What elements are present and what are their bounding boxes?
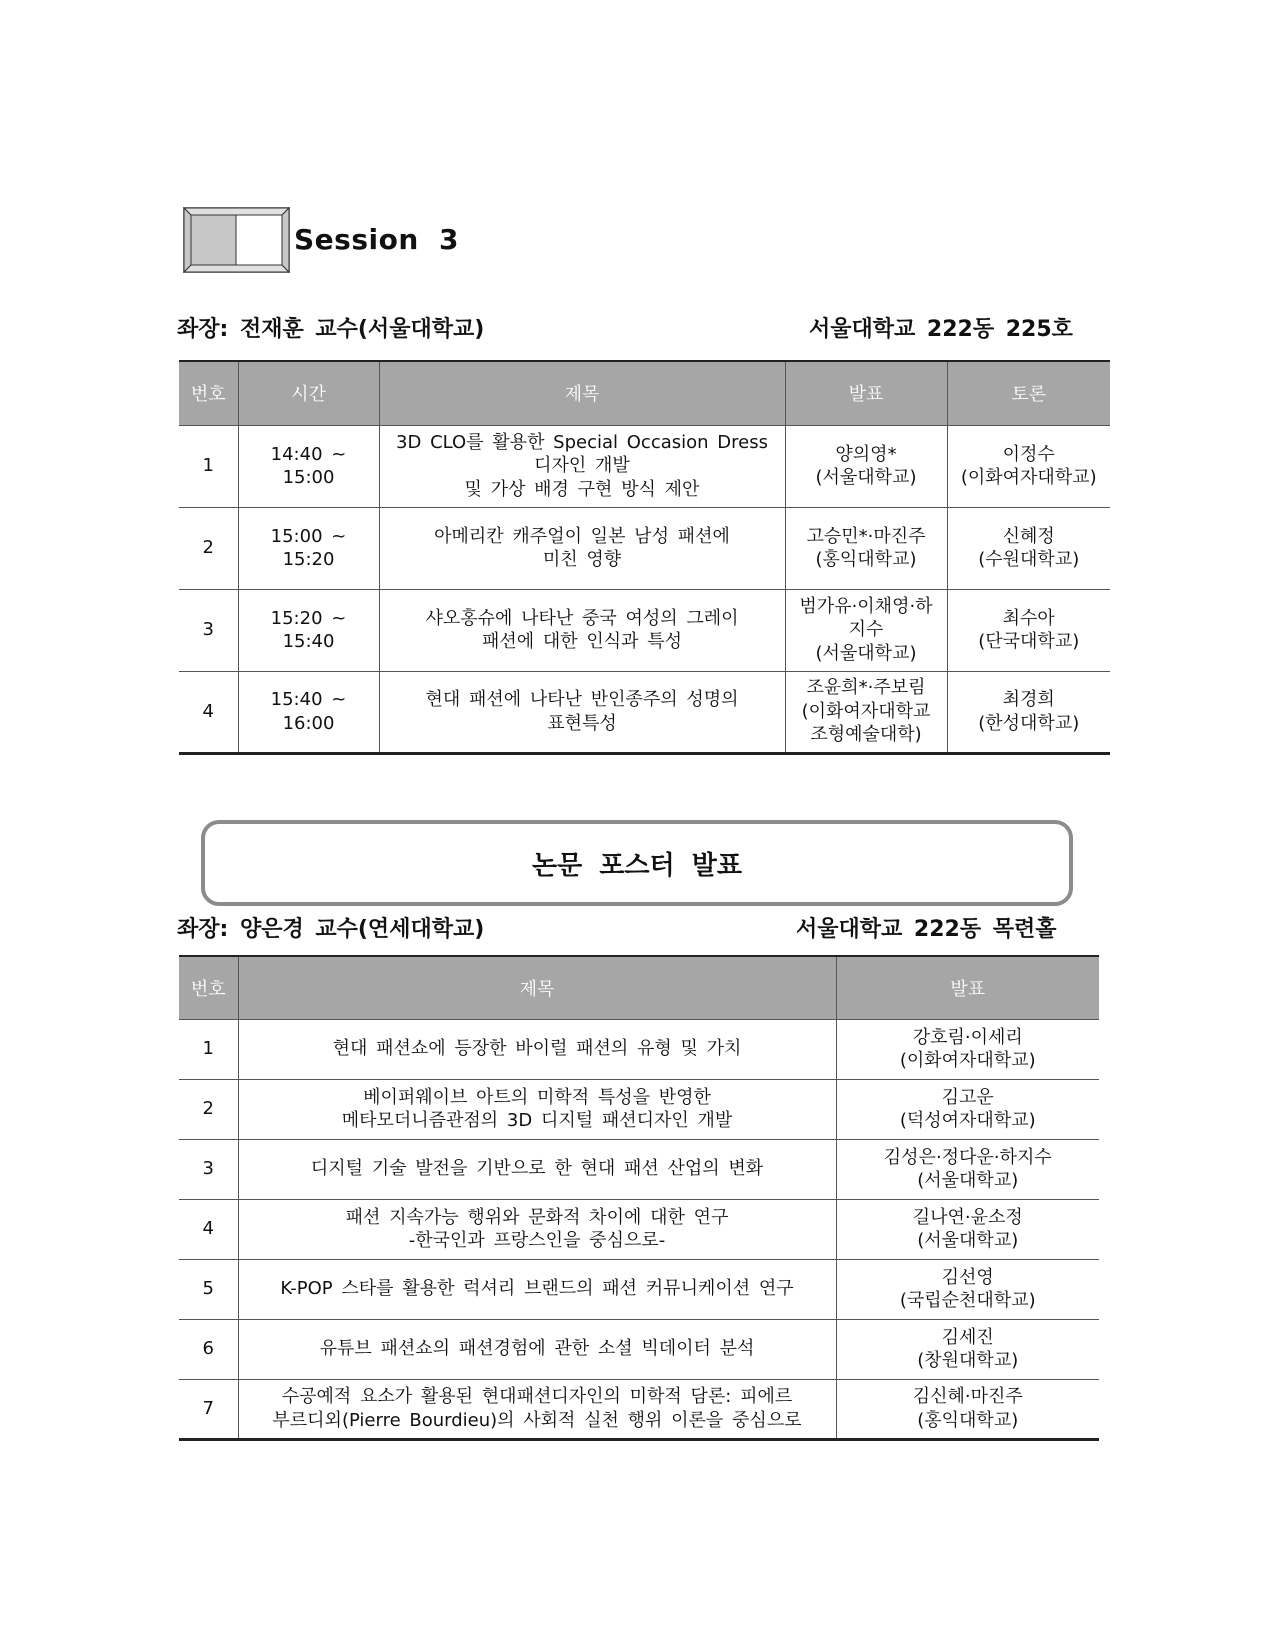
cell-line: (국립순천대학교) <box>899 1290 1036 1311</box>
cell-line: 및 가상 배경 구현 방식 제안 <box>464 478 700 500</box>
cell-line: 패션 지속가능 행위와 문화적 차이에 대한 연구 <box>345 1206 729 1228</box>
session-title: Session 3 <box>294 223 459 256</box>
table-row <box>179 1199 1099 1259</box>
header-time: 시간 <box>238 361 379 425</box>
cell-line: 부르디외(Pierre Bourdieu)의 사회적 실천 행위 이론을 중심으로 <box>272 1409 802 1431</box>
row-title <box>379 425 785 507</box>
row-number: 7 <box>179 1379 238 1439</box>
session3-table <box>179 360 1110 755</box>
row-time: 14:40 ~ 15:00 <box>238 425 379 507</box>
cell-line: 신혜정 <box>1002 525 1055 547</box>
cell-line: 김고운 <box>941 1086 994 1108</box>
cell-line: 김선영 <box>941 1266 994 1288</box>
table-row <box>179 1079 1099 1139</box>
cell-line: 베이퍼웨이브 아트의 미학적 특성을 반영한 <box>363 1086 711 1108</box>
table-row <box>179 1259 1099 1319</box>
cell-line: -한국인과 프랑스인을 중심으로- <box>408 1230 666 1251</box>
cell-line: (이화여자대학교 <box>801 700 931 722</box>
row-title <box>379 671 785 753</box>
cell-line: (서울대학교) <box>815 642 917 664</box>
row-number: 3 <box>179 589 238 671</box>
cell-line: 조형예술대학) <box>810 724 922 746</box>
row-presenter <box>836 1139 1099 1199</box>
row-presenter <box>836 1079 1099 1139</box>
cell-line: (한성대학교) <box>978 712 1080 734</box>
row-number: 1 <box>179 425 238 507</box>
cell-line: (단국대학교) <box>978 631 1080 652</box>
row-title <box>238 1259 836 1319</box>
cell-line: 지수 <box>848 619 884 641</box>
cell-line: 길나연·윤소정 <box>912 1206 1023 1228</box>
row-presenter <box>785 671 947 753</box>
cell-line: 수공예적 요소가 활용된 현대패션디자인의 미학적 담론: 피에르 <box>281 1386 793 1408</box>
cell-line: (덕성여자대학교) <box>899 1110 1036 1131</box>
row-discussant <box>947 589 1110 671</box>
cell-line: 패션에 대한 인식과 특성 <box>481 631 683 652</box>
row-title <box>238 1139 836 1199</box>
poster-heading-box <box>201 820 1073 906</box>
session3-location: 서울대학교 222동 225호 <box>809 317 1073 342</box>
row-number: 1 <box>179 1019 238 1079</box>
row-presenter <box>785 507 947 589</box>
row-number: 4 <box>179 671 238 753</box>
cell-line: (서울대학교) <box>815 467 917 488</box>
cell-line: 미친 영향 <box>542 549 622 570</box>
row-discussant <box>947 425 1110 507</box>
row-presenter <box>836 1019 1099 1079</box>
cell-line: (수원대학교) <box>978 549 1080 570</box>
row-discussant <box>947 671 1110 753</box>
cell-line: (홍익대학교) <box>917 1409 1019 1431</box>
cell-line: (서울대학교) <box>917 1170 1019 1191</box>
row-presenter <box>785 425 947 507</box>
cell-line: 김성은·정다운·하지수 <box>883 1146 1052 1168</box>
session3-chair: 좌장: 전재훈 교수(서울대학교) <box>177 317 485 342</box>
cell-line: 아메리칸 캐주얼이 일본 남성 패션에 <box>434 525 730 547</box>
cell-line: 김세진 <box>941 1326 994 1348</box>
table-row <box>179 1139 1099 1199</box>
cell-line: 최수아 <box>1002 607 1055 629</box>
header-presenter: 발표 <box>836 956 1099 1019</box>
row-time: 15:40 ~ 16:00 <box>238 671 379 753</box>
row-presenter <box>836 1379 1099 1439</box>
row-presenter <box>836 1199 1099 1259</box>
cell-line: 메타모더니즘관점의 3D 디지털 패션디자인 개발 <box>341 1110 733 1131</box>
session-badge-icon <box>183 207 290 273</box>
cell-line: (이화여자대학교) <box>960 467 1097 488</box>
cell-line: 디자인 개발 <box>534 455 630 477</box>
poster-chair: 좌장: 양은경 교수(연세대학교) <box>177 917 485 942</box>
header-title: 제목 <box>379 361 785 425</box>
cell-line: (서울대학교) <box>917 1230 1019 1251</box>
row-number: 4 <box>179 1199 238 1259</box>
cell-line: 범가유·이채영·하 <box>799 595 933 617</box>
row-time: 15:20 ~ 15:40 <box>238 589 379 671</box>
table-row <box>179 1319 1099 1379</box>
poster-heading: 논문 포스터 발표 <box>532 850 742 881</box>
row-number: 6 <box>179 1319 238 1379</box>
row-time: 15:00 ~ 15:20 <box>238 507 379 589</box>
cell-line: (홍익대학교) <box>815 549 917 570</box>
header-number: 번호 <box>179 956 238 1019</box>
row-presenter <box>836 1259 1099 1319</box>
header-number: 번호 <box>179 361 238 425</box>
cell-line: K-POP 스타를 활용한 럭셔리 브랜드의 패션 커뮤니케이션 연구 <box>280 1278 794 1300</box>
row-title <box>379 589 785 671</box>
table-row <box>179 507 1110 589</box>
cell-line: 강호림·이세리 <box>912 1026 1023 1048</box>
cell-line: 현대 패션쇼에 등장한 바이럴 패션의 유형 및 가치 <box>332 1038 742 1060</box>
header-presenter: 발표 <box>785 361 947 425</box>
table-row <box>179 589 1110 671</box>
row-presenter <box>785 589 947 671</box>
row-title <box>238 1319 836 1379</box>
cell-line: 고승민*·마진주 <box>806 525 926 547</box>
cell-line: 양의영* <box>835 443 897 465</box>
cell-line: (창원대학교) <box>917 1350 1019 1371</box>
row-discussant <box>947 507 1110 589</box>
cell-line: 조윤희*·주보림 <box>806 677 926 699</box>
row-number: 5 <box>179 1259 238 1319</box>
poster-location: 서울대학교 222동 목련홀 <box>796 917 1057 942</box>
table-header-row <box>179 361 1110 425</box>
table-row <box>179 425 1110 507</box>
cell-line: 유튜브 패션쇼의 패션경험에 관한 소셜 빅데이터 분석 <box>319 1338 755 1360</box>
row-number: 2 <box>179 507 238 589</box>
row-title <box>238 1019 836 1079</box>
table-row <box>179 1379 1099 1439</box>
row-number: 3 <box>179 1139 238 1199</box>
cell-line: 김신혜·마진주 <box>912 1386 1023 1408</box>
row-presenter <box>836 1319 1099 1379</box>
cell-line: 표현특성 <box>547 712 617 734</box>
table-row <box>179 671 1110 753</box>
table-header-row <box>179 956 1099 1019</box>
row-title <box>238 1079 836 1139</box>
header-discussant: 토론 <box>947 361 1110 425</box>
cell-line: 현대 패션에 나타난 반인종주의 성명의 <box>425 689 739 711</box>
cell-line: (이화여자대학교) <box>899 1050 1036 1071</box>
cell-line: 최경희 <box>1002 689 1055 711</box>
poster-table <box>179 955 1099 1441</box>
row-title <box>238 1379 836 1439</box>
row-title <box>238 1199 836 1259</box>
header-title: 제목 <box>238 956 836 1019</box>
cell-line: 이정수 <box>1002 443 1055 465</box>
cell-line: 3D CLO를 활용한 Special Occasion Dress <box>396 431 768 453</box>
row-title <box>379 507 785 589</box>
table-row <box>179 1019 1099 1079</box>
cell-line: 샤오홍슈에 나타난 중국 여성의 그레이 <box>425 607 739 629</box>
cell-line: 디지털 기술 발전을 기반으로 한 현대 패션 산업의 변화 <box>310 1158 764 1180</box>
row-number: 2 <box>179 1079 238 1139</box>
